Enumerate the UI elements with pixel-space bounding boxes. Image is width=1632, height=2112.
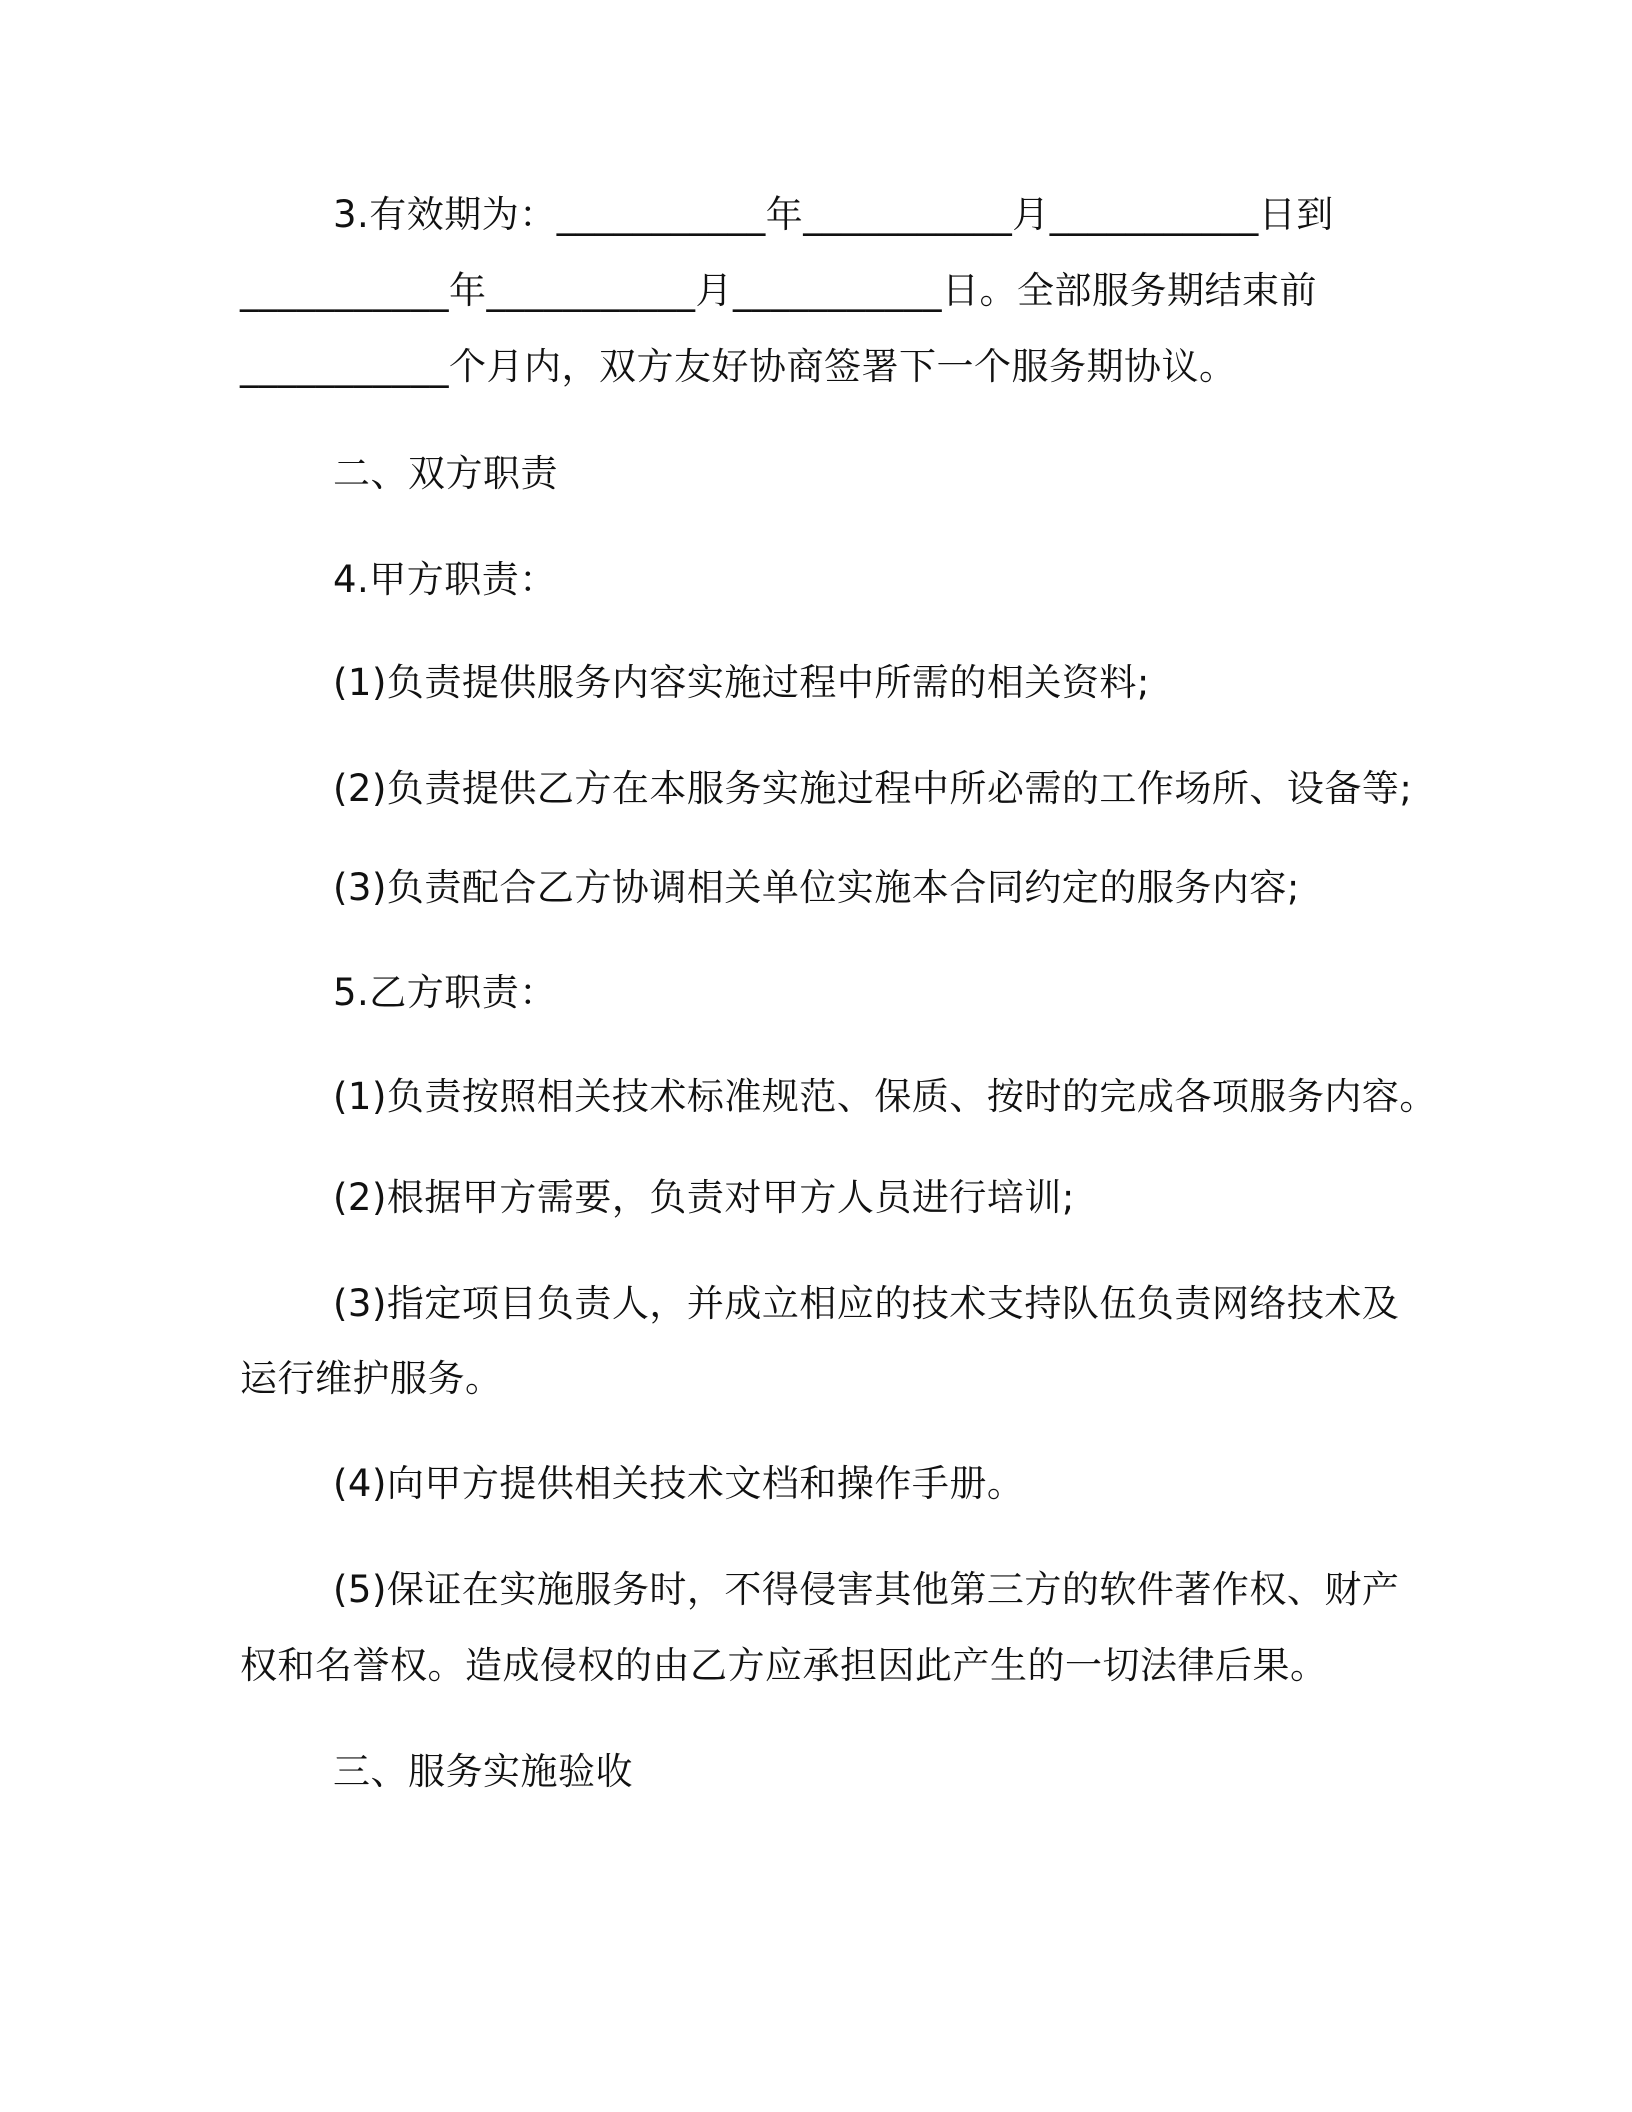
party-b-item-3-line-1: (3)指定项目负责人，并成立相应的技术支持队伍负责网络技术及 [333,1282,1400,1325]
validity-period-line-3: ___________个月内，双方友好协商签署下一个服务期协议。 [240,345,1237,388]
party-a-item-2: (2)负责提供乙方在本服务实施过程中所必需的工作场所、设备等; [333,767,1413,810]
party-b-item-5-line-1: (5)保证在实施服务时，不得侵害其他第三方的软件著作权、财产 [333,1568,1400,1611]
party-a-responsibilities-heading: 4.甲方职责： [333,558,557,601]
party-b-item-4: (4)向甲方提供相关技术文档和操作手册。 [333,1462,1025,1505]
party-b-item-1: (1)负责按照相关技术标准规范、保质、按时的完成各项服务内容。 [333,1075,1437,1118]
section-heading-responsibilities: 二、双方职责 [333,452,558,495]
section-heading-acceptance: 三、服务实施验收 [333,1750,633,1793]
party-a-item-3: (3)负责配合乙方协调相关单位实施本合同约定的服务内容; [333,866,1300,909]
party-b-item-5-line-2: 权和名誉权。造成侵权的由乙方应承担因此产生的一切法律后果。 [240,1644,1328,1687]
party-a-item-1: (1)负责提供服务内容实施过程中所需的相关资料; [333,661,1150,704]
validity-period-line-1: 3.有效期为：___________年___________月___________日到 [333,193,1334,236]
validity-period-line-2: ___________年___________月___________日。全部服务期结束前 [240,269,1317,312]
party-b-item-2: (2)根据甲方需要，负责对甲方人员进行培训; [333,1176,1075,1219]
party-b-responsibilities-heading: 5.乙方职责： [333,971,557,1014]
party-b-item-3-line-2: 运行维护服务。 [240,1357,503,1400]
